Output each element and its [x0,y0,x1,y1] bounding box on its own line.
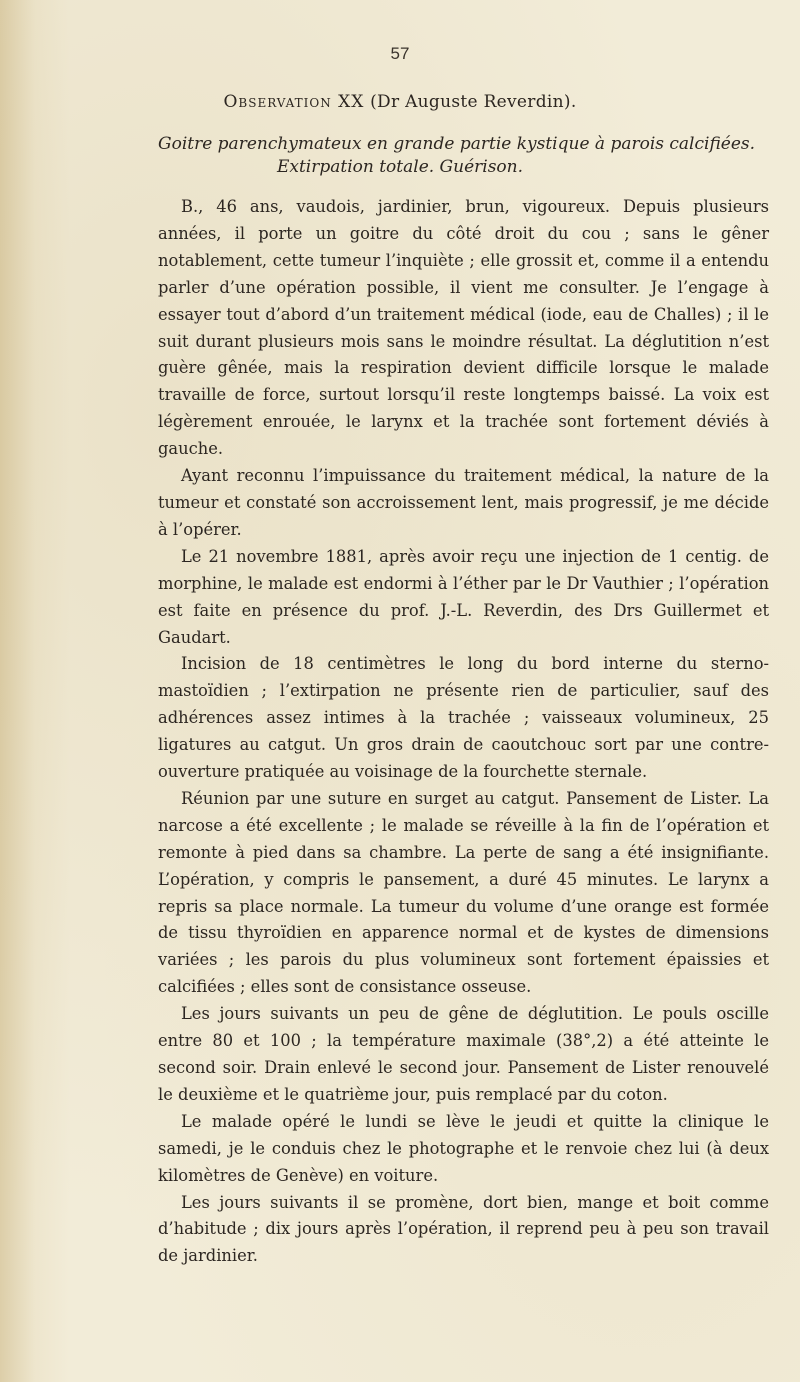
case-title: Goitre parenchymateux en grande partie kystique à parois calcifiées. [158,134,756,154]
paragraph-incision: Incision de 18 centimètres le long du bord interne du sterno-mastoïdien ; l’extirpation ne présente rien de particulier, sauf des adhérences assez intimes à la trachée ; vaisseaux volumineux, 25 ligatures au catgut. Un gros drain de caoutchouc sort par une contre-ouverture pratiquée au voisinage de la fourchette sternale. [158,654,769,782]
case-outcome: Extirpation totale. Guérison. [276,157,524,177]
paragraph-discharge: Le malade opéré le lundi se lève le jeudi et quitte la clinique le samedi, je le conduis chez le photographe et le renvoie chez lui (à deux kilomètres de Genève) en voiture. [158,1111,769,1185]
paragraph-operation-date: Le 21 novembre 1881, après avoir reçu une injection de 1 centig. de morphine, le malade est endormi à l’éther par le Dr Vauthier ; l’opération est faite en présence du prof. J.-L. Reverdin, des Drs Guillermet et Gaudart. [158,546,769,647]
observation-heading [0,92,800,112]
paragraph-decision: Ayant reconnu l’impuissance du traitement médical, la nature de la tumeur et constaté son accroissement lent, mais progressif, je me décide à l’opérer. [158,466,769,539]
observation-author: (Dr Auguste Reverdin). [370,92,577,112]
page-number: 57 [390,44,410,63]
paragraph-history: B., 46 ans, vaudois, jardinier, brun, vigoureux. Depuis plusieurs années, il porte un goitre du côté droit du cou ; sans le gêner notablement, cette tumeur l’inquiète ; elle grossit et, comme il a entendu parler d’une opération possible, il vient me consulter. Je l’engage à essayer tout d’abord d’un traitement médical (iode, eau de Challes) ; il le suit durant plusieurs mois sans le moindre résultat. La déglutition n’est guère gênée, mais la respiration devient difficile lorsque le malade travaille de force, surtout lorsqu’il reste longtemps baissé. La voix est légèrement enrouée, le larynx et la trachée sont fortement déviés à gauche. [158,197,769,459]
case-body [158,194,769,1270]
observation-label: Observation XX [223,92,365,112]
paragraph-suture: Réunion par une suture en surget au catgut. Pansement de Lister. La narcose a été excellente ; le malade se réveille à la fin de l’opération et remonte à pied dans sa chambre. La perte de sang a été insignifiante. L’opération, y compris le pansement, a duré 45 minutes. Le larynx a repris sa place normale. La tumeur du volume d’une orange est formée de tissu thyroïdien en apparence normal et de kystes de dimensions variées ; les parois du plus volumineux sont fortement épaissies et calcifiées ; elles sont de consistance osseuse. [158,788,769,997]
paragraph-recovery: Les jours suivants il se promène, dort bien, mange et boit comme d’habitude ; dix jours après l’opération, il reprend peu à peu son travail de jardinier. [158,1192,769,1266]
paper-stain [0,0,70,1382]
paragraph-following-days: Les jours suivants un peu de gêne de déglutition. Le pouls oscille entre 80 et 100 ; la température maximale (38°,2) a été atteinte le second soir. Drain enlevé le second jour. Pansement de Lister renouvelé le deuxième et le quatrième jour, puis remplacé par du coton. [158,1004,769,1104]
